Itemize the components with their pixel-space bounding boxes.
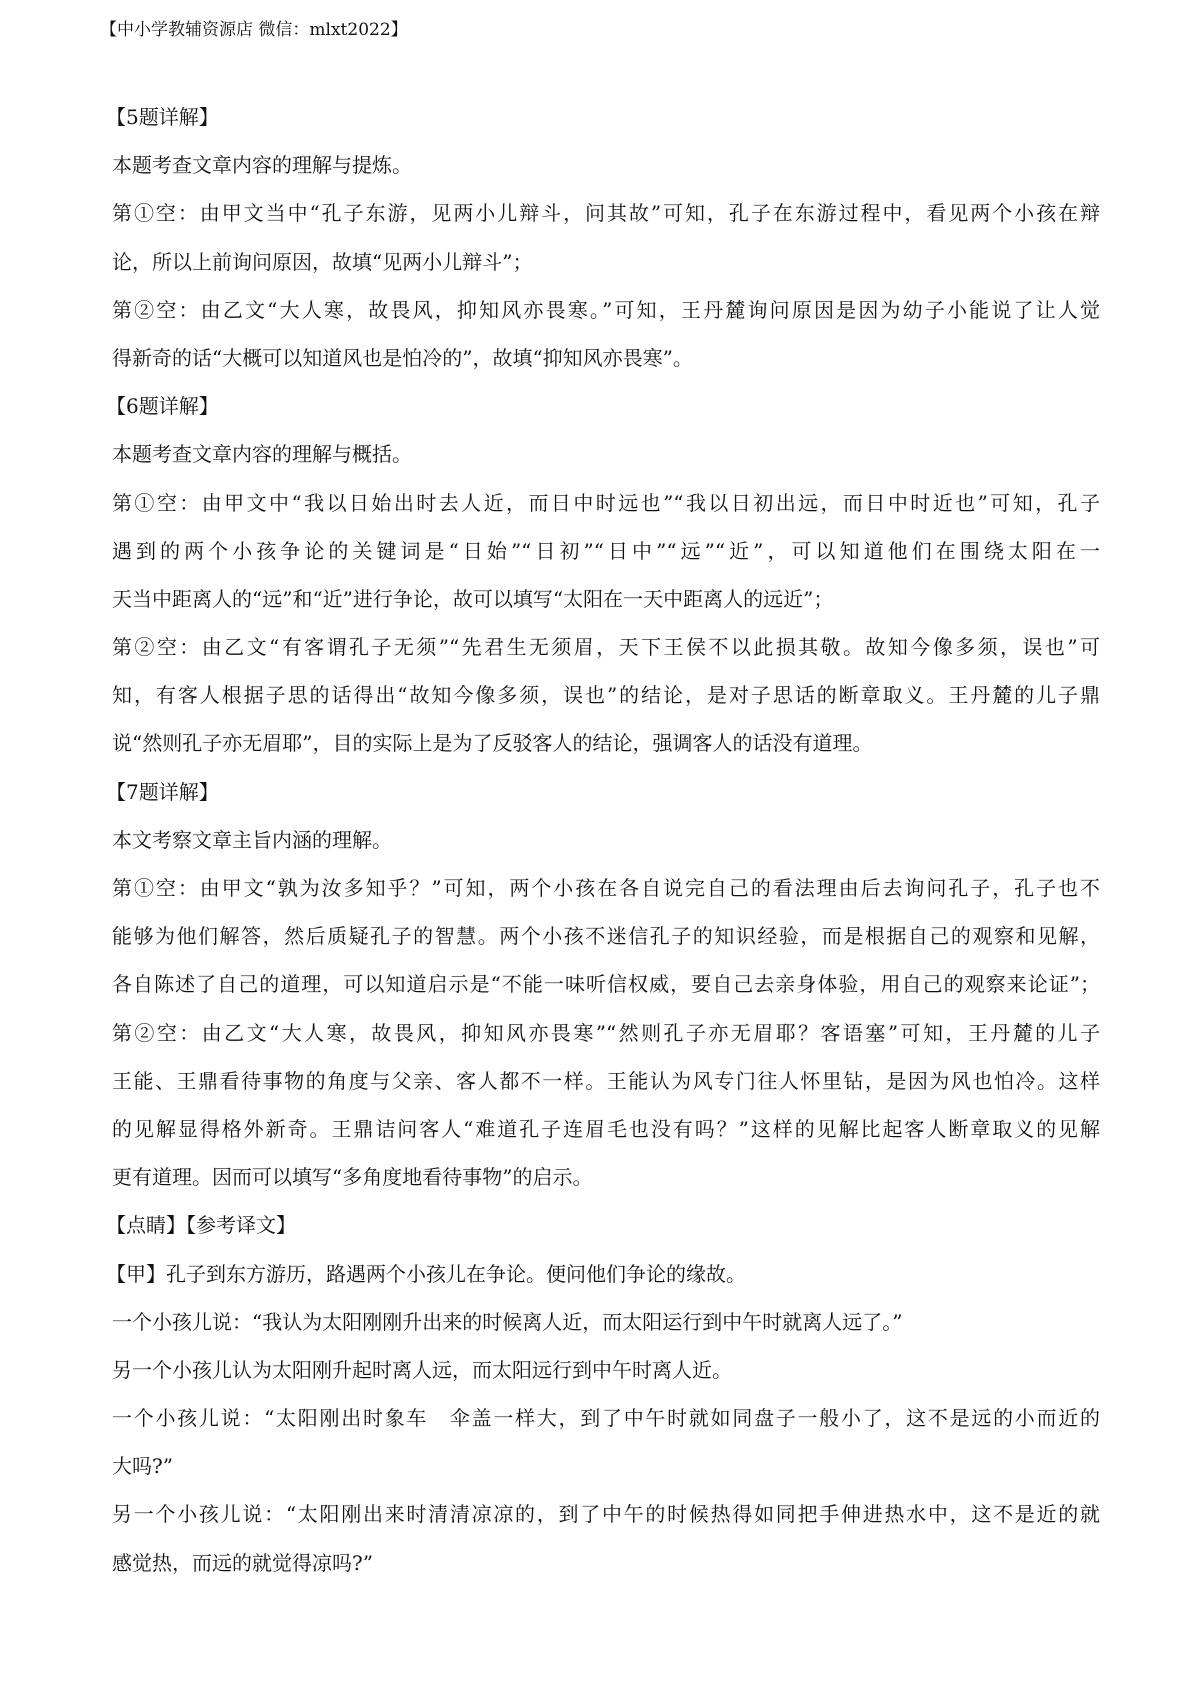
text-line: 得新奇的话“大概可以知道风也是怕冷的”，故填“抑知风亦畏寒”。	[112, 345, 693, 370]
text-line: 论，所以上前询问原因，故填“见两小儿辩斗”；	[112, 249, 533, 274]
text-line: 大吗?”	[112, 1454, 173, 1479]
text-line: 各自陈述了自己的道理，可以知道启示是“不能一味听信权威，要自己去亲身体验，用自己的观察来论证”；	[112, 972, 1100, 997]
text-line: 的见解显得格外新奇。王鼎诘问客人“难道孔子连眉毛也没有吗？”这样的见解比起客人断章取义的见解	[112, 1116, 1100, 1141]
text-line: 一个小孩儿说：“我认为太阳刚刚升出来的时候离人近，而太阳运行到中午时就离人远了。”	[112, 1309, 903, 1334]
text-line: 一个小孩儿说：“太阳刚出时象车 伞盖一样大，到了中午时就如同盘子一般小了，这不是远的小而近的	[112, 1406, 1100, 1431]
page-header: 【中小学教辅资源店 微信：mlxt2022】	[100, 20, 408, 40]
section-heading: 【5题详解】	[106, 105, 219, 129]
text-line: 第①空：由甲文“孰为汝多知乎？”可知，两个小孩在各自说完自己的看法理由后去询问孔子，孔子也不	[112, 876, 1100, 900]
text-line: 本题考查文章内容的理解与概括。	[112, 442, 412, 467]
text-line: 更有道理。因而可以填写“多角度地看待事物”的启示。	[112, 1165, 593, 1190]
text-line: 能够为他们解答，然后质疑孔子的智慧。两个小孩不迷信孔子的知识经验，而是根据自己的观察和见解，	[112, 924, 1100, 949]
text-line: 另一个小孩儿认为太阳刚升起时离人远，而太阳远行到中午时离人近。	[112, 1357, 732, 1382]
text-line: 本文考察文章主旨内涵的理解。	[112, 827, 392, 852]
text-line: 第②空：由乙文“有客谓孔子无须”“先君生无须眉，天下王侯不以此损其敬。故知今像多须，误也”可	[112, 635, 1100, 660]
text-line: 知，有客人根据子思的话得出“故知今像多须，误也”的结论，是对子思话的断章取义。王丹麓的儿子鼎	[112, 683, 1100, 708]
text-line: 第①空：由甲文中“我以日始出时去人近，而日中时远也”“我以日初出远，而日中时近也”可知，孔子	[112, 490, 1100, 515]
text-line: 遇到的两个小孩争论的关键词是“日始”“日初”“日中”“远”“近”，可以知道他们在围绕太阳在一	[112, 538, 1100, 563]
section-heading: 【7题详解】	[106, 779, 219, 804]
text-line: 第②空：由乙文“大人寒，故畏风，抑知风亦畏寒”“然则孔子亦无眉耶？客语塞”可知，王丹麓的儿子	[112, 1020, 1100, 1045]
text-line: 说“然则孔子亦无眉耶”，目的实际上是为了反驳客人的结论，强调客人的话没有道理。	[112, 731, 873, 756]
text-line: 第①空：由甲文当中“孔子东游，见两小儿辩斗，问其故”可知，孔子在东游过程中，看见两个小孩在辩	[112, 201, 1100, 226]
section-heading: 【6题详解】	[106, 394, 219, 419]
text-line: 第②空：由乙文“大人寒，故畏风，抑知风亦畏寒。”可知，王丹麓询问原因是因为幼子小能说了让人觉	[112, 297, 1100, 322]
document-body	[106, 93, 1100, 1587]
text-line: 感觉热，而远的就觉得凉吗?”	[112, 1550, 373, 1575]
text-line: 另一个小孩儿说：“太阳刚出来时清清凉凉的，到了中午的时候热得如同把手伸进热水中，这不是近的就	[112, 1502, 1100, 1527]
text-line: 王能、王鼎看待事物的角度与父亲、客人都不一样。王能认为风专门往人怀里钻，是因为风也怕冷。这样	[112, 1068, 1100, 1093]
text-line: 本题考查文章内容的理解与提炼。	[112, 153, 412, 178]
section-heading: 【甲】孔子到东方游历，路遇两个小孩儿在争论。便问他们争论的缘故。	[106, 1261, 746, 1286]
section-heading: 【点睛】【参考译文】	[106, 1213, 296, 1238]
text-line: 天当中距离人的“远”和“近”进行争论，故可以填写“太阳在一天中距离人的远近”；	[112, 586, 834, 611]
